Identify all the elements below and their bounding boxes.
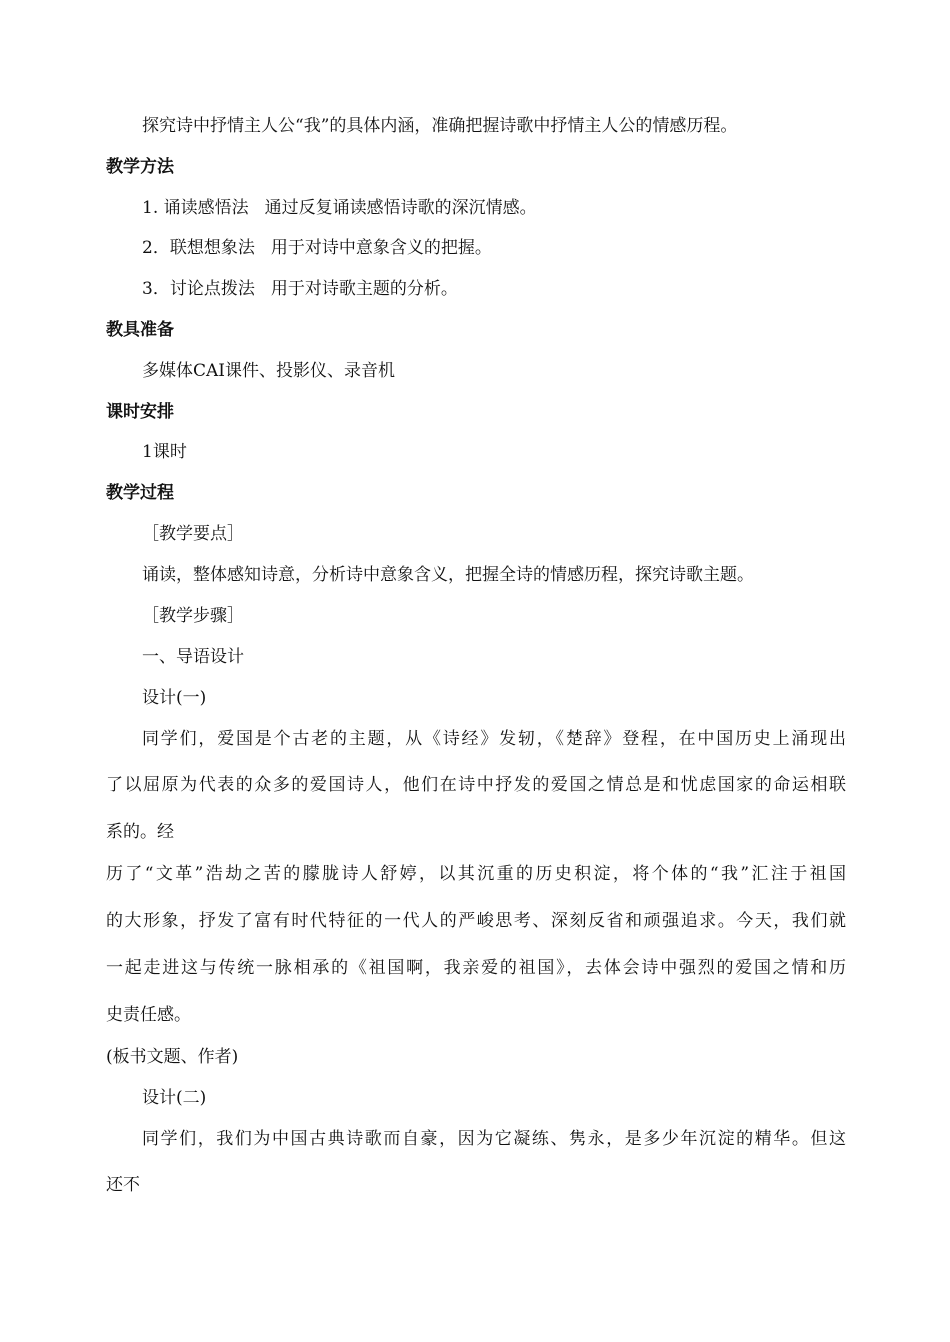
tools-heading: 教具准备 bbox=[106, 320, 174, 340]
design-1-line: 了以屈原为代表的众多的爱国诗人，他们在诗中抒发的爱国之情总是和忧虑国家的命运相联 bbox=[106, 775, 846, 795]
method-desc: 用于对诗中意象含义的把握。 bbox=[270, 238, 492, 258]
method-desc: 通过反复诵读感悟诗歌的深沉情感。 bbox=[264, 198, 537, 218]
method-index: 2． bbox=[142, 238, 170, 258]
process-heading: 教学过程 bbox=[106, 483, 174, 503]
board-note: (板书文题、作者) bbox=[106, 1047, 239, 1067]
method-name: 联想想象法 bbox=[169, 238, 255, 258]
methods-heading: 教学方法 bbox=[106, 157, 174, 177]
design-1-line: 同学们，爱国是个古老的主题，从《诗经》发轫，《楚辞》登程，在中国历史上涌现出 bbox=[142, 729, 846, 749]
tools-text: 多媒体CAI课件、投影仪、录音机 bbox=[142, 361, 395, 381]
design-1-line: 历了“文革”浩劫之苦的朦胧诗人舒婷，以其沉重的历史积淀，将个体的“我”汇注于祖国 bbox=[106, 864, 846, 884]
design-1-label: 设计(一) bbox=[142, 688, 207, 708]
method-item-3 bbox=[142, 277, 846, 301]
method-item-1 bbox=[142, 196, 846, 220]
key-points-text: 诵读，整体感知诗意，分析诗中意象含义，把握全诗的情感历程，探究诗歌主题。 bbox=[142, 565, 754, 585]
design-2-label: 设计(二) bbox=[142, 1088, 207, 1108]
objective-line: 探究诗中抒情主人公“我”的具体内涵，准确把握诗歌中抒情主人公的情感历程。 bbox=[142, 116, 738, 136]
schedule-text: 1课时 bbox=[142, 442, 187, 462]
method-index: 3． bbox=[142, 279, 170, 299]
schedule-heading: 课时安排 bbox=[106, 402, 174, 422]
method-item-2 bbox=[142, 236, 846, 260]
method-name: 讨论点拨法 bbox=[169, 279, 255, 299]
design-1-line: 一起走进这与传统一脉相承的《祖国啊，我亲爱的祖国》，去体会诗中强烈的爱国之情和历 bbox=[106, 958, 846, 978]
key-points-label: ［教学要点］ bbox=[142, 524, 244, 544]
design-1-line: 系的。经 bbox=[106, 822, 174, 842]
method-index: 1. bbox=[142, 198, 159, 218]
design-2-line: 还不 bbox=[106, 1175, 140, 1195]
design-1-line: 史责任感。 bbox=[106, 1005, 191, 1025]
design-2-line: 同学们，我们为中国古典诗歌而自豪，因为它凝练、隽永，是多少年沉淀的精华。但这 bbox=[142, 1129, 846, 1149]
design-1-line: 的大形象，抒发了富有时代特征的一代人的严峻思考、深刻反省和顽强追求。今天，我们就 bbox=[106, 911, 846, 931]
steps-label: ［教学步骤］ bbox=[142, 606, 244, 626]
section-1-title: 一、导语设计 bbox=[142, 647, 244, 667]
method-name: 诵读感悟法 bbox=[163, 198, 249, 218]
method-desc: 用于对诗歌主题的分析。 bbox=[270, 279, 458, 299]
